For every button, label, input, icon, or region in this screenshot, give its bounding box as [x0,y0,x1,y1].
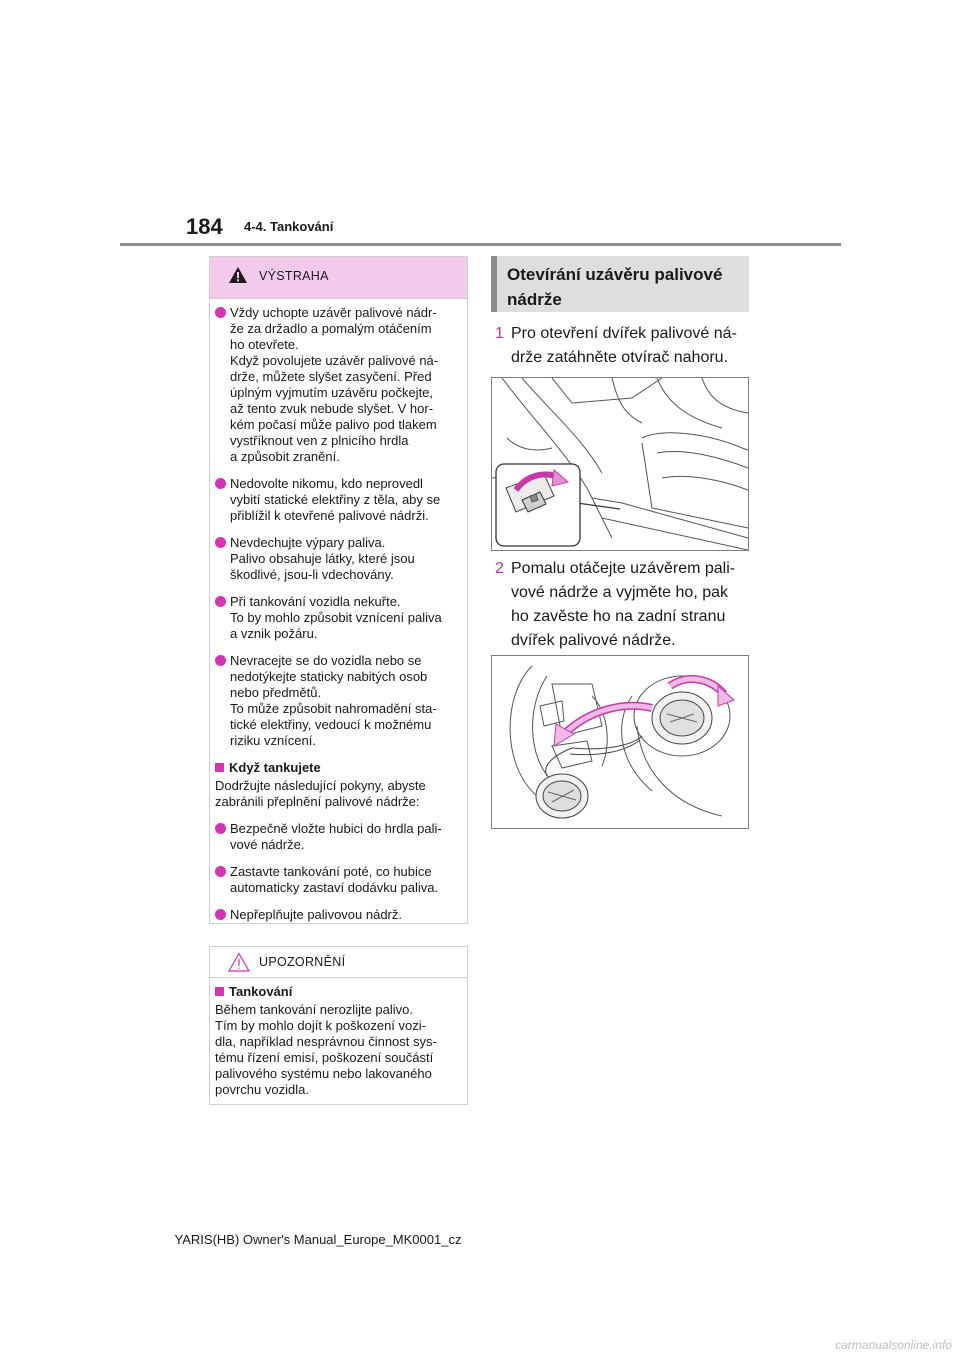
section-heading-text: Otevírání uzávěru palivové nádrže [507,265,723,309]
step-text: Pomalu otáčejte uzávěrem pali- vové nádrže a vyjměte ho, pak ho zavěste ho na zadní stranu dvířek palivové nádrže. [511,560,736,649]
warning-item-text: Nedovolte nikomu, kdo neprovedl vybití statické elektřiny z těla, aby se přiblížil k otevřené palivové nádrži. [230,476,441,523]
warning-subsection-heading [214,760,461,776]
notice-subsection-title: Tankování [229,984,293,999]
bullet-icon [215,823,226,834]
step-number: 1 [495,325,504,342]
footer [0,1232,960,1247]
warning-item-text: Nepřeplňujte palivovou nádrž. [230,907,402,922]
header-rule [120,243,841,246]
warning-item [214,535,461,583]
warning-header [210,257,467,299]
notice-title: UPOZORNĚNÍ [259,955,346,969]
warning-subsection-title: Když tankujete [229,760,321,775]
warning-item [214,821,461,853]
notice-subsection-heading [214,984,461,1000]
warning-item [214,864,461,896]
bullet-icon [215,537,226,548]
warning-body [210,299,467,923]
watermark: carmanualsonline.info [835,1338,952,1352]
square-bullet-icon [215,763,224,772]
notice-text: Během tankování nerozlijte palivo. Tím by mohlo dojít k poškození vozi- dla, například nesprávnou činnost sys- tému řízení emisí, poškození součástí palivového systému nebo lakovaného povrchu vozidla. [215,1002,437,1097]
bullet-icon [215,596,226,607]
section-title: 4-4. Tankování [244,219,334,234]
warning-item [214,594,461,642]
notice-box [209,946,468,1105]
warning-title: VÝSTRAHA [259,269,329,283]
step-2 [495,557,755,653]
caution-triangle-icon [228,952,250,972]
step-number: 2 [495,560,504,577]
section-heading [491,256,749,312]
fuel-cap-illustration [491,655,749,829]
warning-item-text: Nevracejte se do vozidla nebo se nedotýkejte staticky nabitých osob nebo předmětů. To může způsobit nahromadění sta- tické elektřiny, vedoucí k možnému riziku vznícení. [230,653,437,748]
warning-item-text: Zastavte tankování poté, co hubice automaticky zastaví dodávku paliva. [230,864,439,895]
bullet-icon [215,866,226,877]
warning-item-text: Při tankování vozidla nekuřte. To by mohlo způsobit vznícení paliva a vznik požáru. [230,594,442,641]
footer-text: YARIS(HB) Owner's Manual_Europe_MK0001_cz [174,1232,462,1247]
step-text: Pro otevření dvířek palivové ná- drže zatáhněte otvírač nahoru. [511,325,737,366]
step-1 [495,322,755,370]
notice-header [210,947,467,978]
warning-triangle-icon [228,266,248,284]
square-bullet-icon [215,987,224,996]
warning-item-text: Nevdechujte výpary paliva. Palivo obsahuje látky, které jsou škodlivé, jsou-li vdechovány. [230,535,415,582]
bullet-icon [215,909,226,920]
warning-subsection-intro: Dodržujte následující pokyny, abyste zabránili přeplnění palivové nádrže: [215,778,426,809]
page-number: 184 [186,214,223,239]
warning-item-text: Vždy uchopte uzávěr palivové nádr- že za držadlo a pomalým otáčením ho otevřete. Když povolujete uzávěr palivové ná- drže, můžete slyšet zasyčení. Před úplným vyjmutím uzávěru počkejte, až tento zvuk nebude slyšet. V hor- kém počasí může palivo pod tlakem vystříknout ven z plnicího hrdla a způsobit zranění. [230,305,439,464]
warning-item [214,653,461,749]
bullet-icon [215,478,226,489]
bullet-icon [215,307,226,318]
fuel-door-opener-illustration [491,377,749,551]
warning-box [209,256,468,924]
warning-item [214,476,461,524]
warning-item [214,305,461,465]
notice-body [210,978,467,1098]
warning-item-text: Bezpečně vložte hubici do hrdla pali- vové nádrže. [230,821,442,852]
bullet-icon [215,655,226,666]
warning-item [214,907,461,923]
